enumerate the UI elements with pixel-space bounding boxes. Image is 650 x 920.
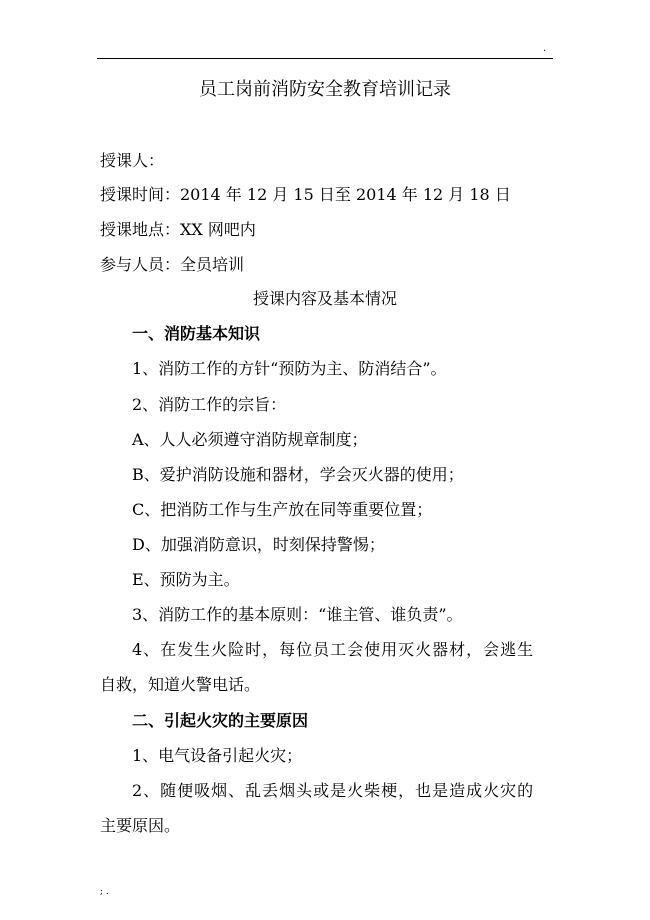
section1-item: C、把消防工作与生产放在同等重要位置； xyxy=(132,500,433,519)
section2-item1: 1、电气设备引起火灾； xyxy=(132,746,303,765)
section1-item: D、加强消防意识，时刻保持警惕； xyxy=(132,535,385,554)
info-time: 授课时间：2014 年 12 月 15 日至 2014 年 12 月 18 日 xyxy=(100,185,511,204)
section2-item2-line1: 2、随便吸烟、乱丢烟头或是火柴梗，也是造成火灾的 xyxy=(132,781,535,800)
section1-item: 2、消防工作的宗旨： xyxy=(132,395,287,414)
header-rule xyxy=(97,58,553,59)
section1-heading: 一、消防基本知识 xyxy=(132,324,261,343)
section1-item: 3、消防工作的基本原则：“谁主管、谁负责”。 xyxy=(132,605,463,624)
footer-mark: ; . xyxy=(100,887,109,897)
info-participants: 参与人员：全员培训 xyxy=(100,255,245,274)
section2-heading: 二、引起火灾的主要原因 xyxy=(132,711,309,730)
section1-item4-line1: 4、在发生火险时，每位员工会使用灭火器材，会逃生 xyxy=(132,640,535,659)
section1-item: B、爱护消防设施和器材，学会灭火器的使用； xyxy=(132,465,464,484)
section1-item4-line2: 自救，知道火警电话。 xyxy=(100,675,261,694)
info-place: 授课地点：XX 网吧内 xyxy=(100,220,256,239)
header-dot: . xyxy=(543,43,547,54)
section1-item: 1、消防工作的方针“预防为主、防消结合”。 xyxy=(132,359,447,378)
content-subtitle: 授课内容及基本情况 xyxy=(252,289,397,308)
section1-item: E、预防为主。 xyxy=(132,570,240,589)
info-teacher: 授课人： xyxy=(100,151,165,170)
section2-item2-line2: 主要原因。 xyxy=(100,816,181,835)
section1-item: A、人人必须遵守消防规章制度； xyxy=(132,430,368,449)
document-title: 员工岗前消防安全教育培训记录 xyxy=(199,79,451,100)
